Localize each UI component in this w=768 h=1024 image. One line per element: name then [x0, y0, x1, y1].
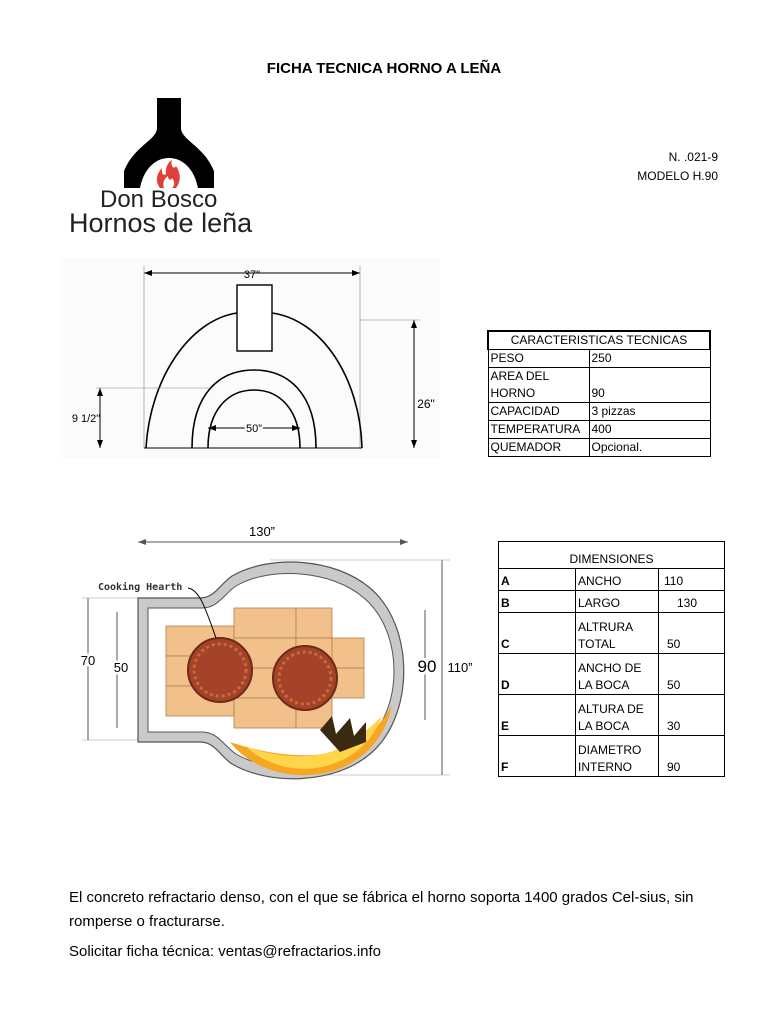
model-label: MODELO H.90: [637, 169, 718, 183]
dimensions-table: [498, 541, 725, 777]
table-row: A ANCHO 110: [499, 569, 725, 591]
table-row: CAPACIDAD 3 pizzas: [488, 403, 710, 421]
description-paragraph: El concreto refractario denso, con el que se fábrica el horno soporta 1400 grados Cel-sius, sin romperse o fracturarse.: [69, 889, 694, 930]
brand-subtitle: Hornos de leña: [69, 208, 253, 238]
contact-line: Solicitar ficha técnica: ventas@refractarios.info: [69, 943, 382, 960]
table-row: D ANCHO DE LA BOCA 50: [499, 654, 725, 695]
brand-name: Don Bosco: [100, 186, 218, 213]
table-row: B LARGO 130: [499, 591, 725, 613]
cooking-hearth-label: Cooking Hearth: [98, 582, 183, 593]
width-dimension-label: 37": [243, 269, 261, 281]
table-row: AREA DEL HORNO 90: [488, 368, 710, 403]
table-row: E ALTURA DE LA BOCA 30: [499, 695, 725, 736]
pizza-icon: [273, 646, 337, 710]
outer-diameter-label: 110”: [447, 660, 473, 675]
height-dimension-label: 26": [417, 397, 435, 411]
table-row: F DIAMETRO INTERNO 90: [499, 736, 725, 777]
page-title: FICHA TECNICA HORNO A LEÑA: [266, 60, 502, 77]
table-row: C ALTRURA TOTAL 50: [499, 613, 725, 654]
left-outer-label: 70: [80, 653, 96, 668]
length-dimension-label: 130”: [248, 524, 276, 539]
top-plan-drawing: [70, 520, 490, 810]
table-row: QUEMADOR Opcional.: [488, 439, 710, 457]
reference-number: N. .021-9: [668, 150, 718, 164]
table-row: TEMPERATURA 400: [488, 421, 710, 439]
left-inner-label: 50: [113, 660, 129, 675]
door-width-label: 50”: [246, 423, 262, 435]
inner-diameter-label: 90: [417, 657, 437, 676]
dimensions-header: DIMENSIONES: [499, 542, 725, 569]
pizza-icon: [188, 638, 252, 702]
door-height-label: 9 1/2": [71, 413, 101, 425]
technical-specs-table: [487, 330, 711, 457]
table-row: PESO 250: [488, 350, 710, 368]
reference-block: [637, 148, 718, 186]
technical-specs-header: CARACTERISTICAS TECNICAS: [488, 331, 710, 350]
front-elevation-drawing: [60, 258, 440, 458]
flame-icon: [157, 160, 180, 188]
